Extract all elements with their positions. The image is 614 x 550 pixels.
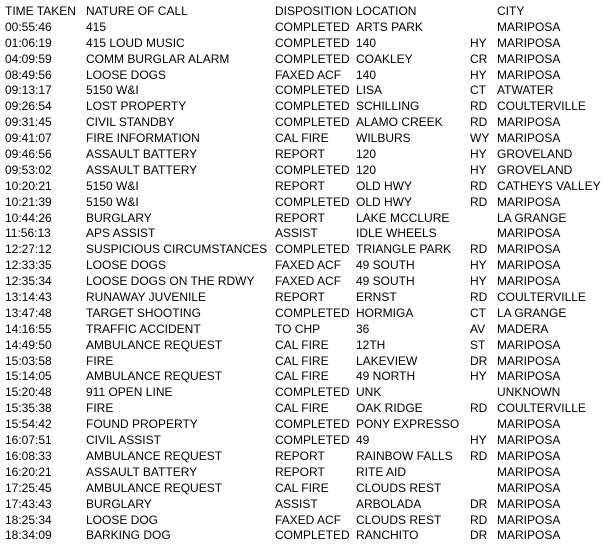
table-row — [0, 528, 614, 544]
table-row — [0, 36, 614, 52]
city-cell: MARIPOSA — [497, 448, 561, 463]
disposition-cell: COMPLETED — [275, 35, 350, 50]
location-suffix-cell: HY — [470, 35, 487, 50]
time-cell: 12:33:35 — [5, 258, 52, 273]
disposition-cell: REPORT — [275, 290, 325, 305]
disposition-cell: ASSIST — [275, 496, 318, 511]
city-cell: MARIPOSA — [497, 194, 561, 209]
time-cell: 14:16:55 — [5, 321, 52, 336]
disposition-cell: FAXED ACF — [275, 67, 342, 82]
table-row — [0, 242, 614, 258]
disposition-cell: COMPLETED — [275, 385, 350, 400]
city-cell: MARIPOSA — [497, 480, 561, 495]
time-cell: 16:07:51 — [5, 433, 52, 448]
city-cell: MARIPOSA — [497, 353, 561, 368]
nature-cell: FIRE — [86, 401, 114, 416]
location-suffix-cell: HY — [470, 67, 487, 82]
disposition-cell: FAXED ACF — [275, 258, 342, 273]
location-cell: WILBURS — [356, 131, 411, 146]
location-cell: 36 — [356, 321, 370, 336]
disposition-cell: COMPLETED — [275, 51, 350, 66]
disposition-cell: REPORT — [275, 448, 325, 463]
nature-cell: 415 — [86, 19, 107, 34]
location-cell: OLD HWY — [356, 178, 413, 193]
table-row — [0, 83, 614, 99]
disposition-cell: ASSIST — [275, 226, 318, 241]
nature-cell: APS ASSIST — [86, 226, 156, 241]
time-cell: 12:35:34 — [5, 274, 52, 289]
table-row — [0, 115, 614, 131]
location-cell: 120 — [356, 162, 377, 177]
location-cell: COAKLEY — [356, 51, 413, 66]
table-row — [0, 369, 614, 385]
table-row — [0, 322, 614, 338]
nature-cell: 911 OPEN LINE — [86, 385, 173, 400]
disposition-cell: REPORT — [275, 464, 325, 479]
table-row — [0, 401, 614, 417]
city-cell: COULTERVILLE — [497, 99, 586, 114]
city-cell: MARIPOSA — [497, 496, 561, 511]
table-row — [0, 163, 614, 179]
table-row — [0, 20, 614, 36]
time-cell: 09:46:56 — [5, 147, 52, 162]
time-cell: 13:47:48 — [5, 305, 52, 320]
table-row — [0, 179, 614, 195]
time-cell: 15:14:05 — [5, 369, 52, 384]
city-cell: MARIPOSA — [497, 19, 561, 34]
location-cell: 49 NORTH — [356, 369, 416, 384]
location-suffix-cell: CR — [470, 51, 488, 66]
nature-cell: RUNAWAY JUVENILE — [86, 290, 207, 305]
time-cell: 09:13:17 — [5, 83, 52, 98]
disposition-cell: TO CHP — [275, 321, 321, 336]
location-suffix-cell: WY — [470, 131, 490, 146]
nature-cell: ASSAULT BATTERY — [86, 162, 198, 177]
nature-cell: LOOSE DOGS — [86, 67, 167, 82]
table-row — [0, 513, 614, 529]
nature-cell: 5150 W&I — [86, 194, 139, 209]
table-row — [0, 226, 614, 242]
time-cell: 10:44:26 — [5, 210, 52, 225]
nature-cell: BURGLARY — [86, 210, 152, 225]
city-cell: GROVELAND — [497, 162, 573, 177]
time-cell: 17:25:45 — [5, 480, 52, 495]
city-cell: MARIPOSA — [497, 258, 561, 273]
time-cell: 17:43:43 — [5, 496, 52, 511]
location-cell: LAKE MCCLURE — [356, 210, 450, 225]
time-cell: 15:20:48 — [5, 385, 52, 400]
time-cell: 18:34:09 — [5, 528, 52, 543]
nature-cell: LOOSE DOGS — [86, 258, 167, 273]
table-row — [0, 306, 614, 322]
city-cell: COULTERVILLE — [497, 290, 586, 305]
time-cell: 16:08:33 — [5, 448, 52, 463]
table-body — [0, 20, 614, 544]
location-suffix-cell: RD — [470, 512, 488, 527]
table-row — [0, 465, 614, 481]
location-cell: CLOUDS REST — [356, 512, 442, 527]
city-cell: MARIPOSA — [497, 417, 561, 432]
table-row — [0, 52, 614, 68]
city-cell: MARIPOSA — [497, 226, 561, 241]
nature-cell: FIRE — [86, 353, 114, 368]
table-row — [0, 68, 614, 84]
disposition-cell: COMPLETED — [275, 115, 350, 130]
location-cell: OLD HWY — [356, 194, 413, 209]
location-suffix-cell: RD — [470, 401, 488, 416]
time-cell: 09:31:45 — [5, 115, 52, 130]
table-row — [0, 338, 614, 354]
nature-cell: 5150 W&I — [86, 178, 139, 193]
time-cell: 10:20:21 — [5, 178, 52, 193]
city-cell: MARIPOSA — [497, 51, 561, 66]
nature-cell: CIVIL ASSIST — [86, 433, 161, 448]
nature-cell: AMBULANCE REQUEST — [86, 480, 223, 495]
disposition-cell: REPORT — [275, 147, 325, 162]
location-suffix-cell: HY — [470, 162, 487, 177]
location-suffix-cell: RD — [470, 178, 488, 193]
time-cell: 00:55:46 — [5, 19, 52, 34]
location-cell: LISA — [356, 83, 383, 98]
nature-cell: ASSAULT BATTERY — [86, 464, 198, 479]
nature-cell: LOOSE DOG — [86, 512, 159, 527]
nature-cell: LOST PROPERTY — [86, 99, 187, 114]
location-cell: HORMIGA — [356, 305, 414, 320]
disposition-cell: CAL FIRE — [275, 480, 329, 495]
table-row — [0, 147, 614, 163]
table-row — [0, 433, 614, 449]
disposition-cell: CAL FIRE — [275, 353, 329, 368]
city-cell: MARIPOSA — [497, 67, 561, 82]
location-cell: RITE AID — [356, 464, 407, 479]
header-row — [0, 4, 614, 20]
city-cell: MARIPOSA — [497, 464, 561, 479]
location-suffix-cell: HY — [470, 369, 487, 384]
location-cell: ARBOLADA — [356, 496, 422, 511]
time-cell: 13:14:43 — [5, 290, 52, 305]
location-cell: OAK RIDGE — [356, 401, 423, 416]
table-row — [0, 449, 614, 465]
city-cell: MARIPOSA — [497, 274, 561, 289]
nature-cell: TRAFFIC ACCIDENT — [86, 321, 201, 336]
location-cell: RAINBOW FALLS — [356, 448, 453, 463]
disposition-cell: COMPLETED — [275, 99, 350, 114]
nature-cell: SUSPICIOUS CIRCUMSTANCES — [86, 242, 268, 257]
location-cell: 49 SOUTH — [356, 258, 415, 273]
city-cell: MARIPOSA — [497, 512, 561, 527]
disposition-cell: FAXED ACF — [275, 274, 342, 289]
location-suffix-cell: RD — [470, 448, 488, 463]
city-cell: MARIPOSA — [497, 35, 561, 50]
nature-cell: CIVIL STANDBY — [86, 115, 175, 130]
location-cell: ARTS PARK — [356, 19, 423, 34]
nature-cell: AMBULANCE REQUEST — [86, 448, 223, 463]
nature-cell: BURGLARY — [86, 496, 152, 511]
disposition-cell: COMPLETED — [275, 417, 350, 432]
table-row — [0, 481, 614, 497]
time-cell: 01:06:19 — [5, 35, 52, 50]
nature-cell: LOOSE DOGS ON THE RDWY — [86, 274, 255, 289]
location-suffix-cell: ST — [470, 337, 486, 352]
location-cell: TRIANGLE PARK — [356, 242, 452, 257]
nature-cell: AMBULANCE REQUEST — [86, 369, 223, 384]
location-suffix-cell: DR — [470, 528, 488, 543]
location-cell: ERNST — [356, 290, 397, 305]
location-suffix-cell: HY — [470, 274, 487, 289]
location-suffix-cell: CT — [470, 83, 486, 98]
table-row — [0, 258, 614, 274]
time-cell: 12:27:12 — [5, 242, 52, 257]
table-row — [0, 99, 614, 115]
location-suffix-cell: HY — [470, 147, 487, 162]
city-cell: ATWATER — [497, 83, 554, 98]
disposition-cell: REPORT — [275, 178, 325, 193]
city-cell: MARIPOSA — [497, 242, 561, 257]
location-cell: SCHILLING — [356, 99, 420, 114]
location-suffix-cell: RD — [470, 115, 488, 130]
location-suffix-cell: RD — [470, 290, 488, 305]
location-suffix-cell: CT — [470, 305, 486, 320]
time-cell: 04:09:59 — [5, 51, 52, 66]
nature-cell: BARKING DOG — [86, 528, 171, 543]
nature-cell: ASSAULT BATTERY — [86, 147, 198, 162]
nature-cell: 415 LOUD MUSIC — [86, 35, 185, 50]
time-cell: 08:49:56 — [5, 67, 52, 82]
header-city: CITY — [497, 4, 525, 18]
time-cell: 15:03:58 — [5, 353, 52, 368]
time-cell: 09:41:07 — [5, 131, 52, 146]
nature-cell: FOUND PROPERTY — [86, 417, 198, 432]
disposition-cell: COMPLETED — [275, 19, 350, 34]
city-cell: MARIPOSA — [497, 337, 561, 352]
table-row — [0, 290, 614, 306]
time-cell: 11:56:13 — [5, 226, 51, 241]
time-cell: 10:21:39 — [5, 194, 52, 209]
disposition-cell: COMPLETED — [275, 528, 350, 543]
location-cell: LAKEVIEW — [356, 353, 418, 368]
call-log-table — [0, 4, 614, 544]
table-row — [0, 274, 614, 290]
time-cell: 18:25:34 — [5, 512, 52, 527]
city-cell: LA GRANGE — [497, 210, 567, 225]
location-suffix-cell: RD — [470, 242, 488, 257]
disposition-cell: CAL FIRE — [275, 337, 329, 352]
location-suffix-cell: RD — [470, 99, 488, 114]
time-cell: 16:20:21 — [5, 464, 52, 479]
table-row — [0, 385, 614, 401]
disposition-cell: COMPLETED — [275, 83, 350, 98]
header-disposition: DISPOSITION — [275, 4, 353, 18]
location-suffix-cell: AV — [470, 321, 486, 336]
city-cell: LA GRANGE — [497, 305, 567, 320]
time-cell: 09:26:54 — [5, 99, 52, 114]
disposition-cell: COMPLETED — [275, 305, 350, 320]
time-cell: 14:49:50 — [5, 337, 52, 352]
location-cell: 49 — [356, 433, 370, 448]
header-time-taken: TIME TAKEN — [5, 4, 76, 18]
nature-cell: COMM BURGLAR ALARM — [86, 51, 230, 66]
city-cell: MARIPOSA — [497, 115, 561, 130]
table-row — [0, 211, 614, 227]
disposition-cell: COMPLETED — [275, 194, 350, 209]
location-cell: 12TH — [356, 337, 386, 352]
disposition-cell: CAL FIRE — [275, 401, 329, 416]
location-suffix-cell: HY — [470, 433, 487, 448]
city-cell: MARIPOSA — [497, 131, 561, 146]
location-cell: ALAMO CREEK — [356, 115, 443, 130]
disposition-cell: CAL FIRE — [275, 131, 329, 146]
city-cell: MARIPOSA — [497, 528, 561, 543]
disposition-cell: REPORT — [275, 210, 325, 225]
disposition-cell: CAL FIRE — [275, 369, 329, 384]
header-nature-of-call: NATURE OF CALL — [86, 4, 188, 18]
city-cell: MARIPOSA — [497, 369, 561, 384]
nature-cell: 5150 W&I — [86, 83, 139, 98]
location-cell: 120 — [356, 147, 377, 162]
table-row — [0, 417, 614, 433]
city-cell: GROVELAND — [497, 147, 573, 162]
disposition-cell: COMPLETED — [275, 433, 350, 448]
city-cell: COULTERVILLE — [497, 401, 586, 416]
nature-cell: FIRE INFORMATION — [86, 131, 200, 146]
location-suffix-cell: DR — [470, 496, 488, 511]
disposition-cell: COMPLETED — [275, 162, 350, 177]
table-row — [0, 131, 614, 147]
table-row — [0, 354, 614, 370]
location-cell: 140 — [356, 35, 377, 50]
time-cell: 15:35:38 — [5, 401, 52, 416]
city-cell: CATHEYS VALLEY — [497, 178, 601, 193]
table-row — [0, 497, 614, 513]
location-suffix-cell: RD — [470, 194, 488, 209]
location-cell: 49 SOUTH — [356, 274, 415, 289]
location-suffix-cell: HY — [470, 258, 487, 273]
location-suffix-cell: DR — [470, 353, 488, 368]
table-row — [0, 195, 614, 211]
nature-cell: TARGET SHOOTING — [86, 305, 201, 320]
header-location: LOCATION — [356, 4, 417, 18]
location-cell: PONY EXPRESSO — [356, 417, 460, 432]
nature-cell: AMBULANCE REQUEST — [86, 337, 223, 352]
location-cell: 140 — [356, 67, 377, 82]
disposition-cell: COMPLETED — [275, 242, 350, 257]
location-cell: RANCHITO — [356, 528, 419, 543]
location-cell: CLOUDS REST — [356, 480, 442, 495]
location-cell: IDLE WHEELS — [356, 226, 437, 241]
city-cell: MARIPOSA — [497, 433, 561, 448]
city-cell: MADERA — [497, 321, 549, 336]
disposition-cell: FAXED ACF — [275, 512, 342, 527]
location-cell: UNK — [356, 385, 382, 400]
time-cell: 15:54:42 — [5, 417, 52, 432]
city-cell: UNKNOWN — [497, 385, 561, 400]
time-cell: 09:53:02 — [5, 162, 52, 177]
